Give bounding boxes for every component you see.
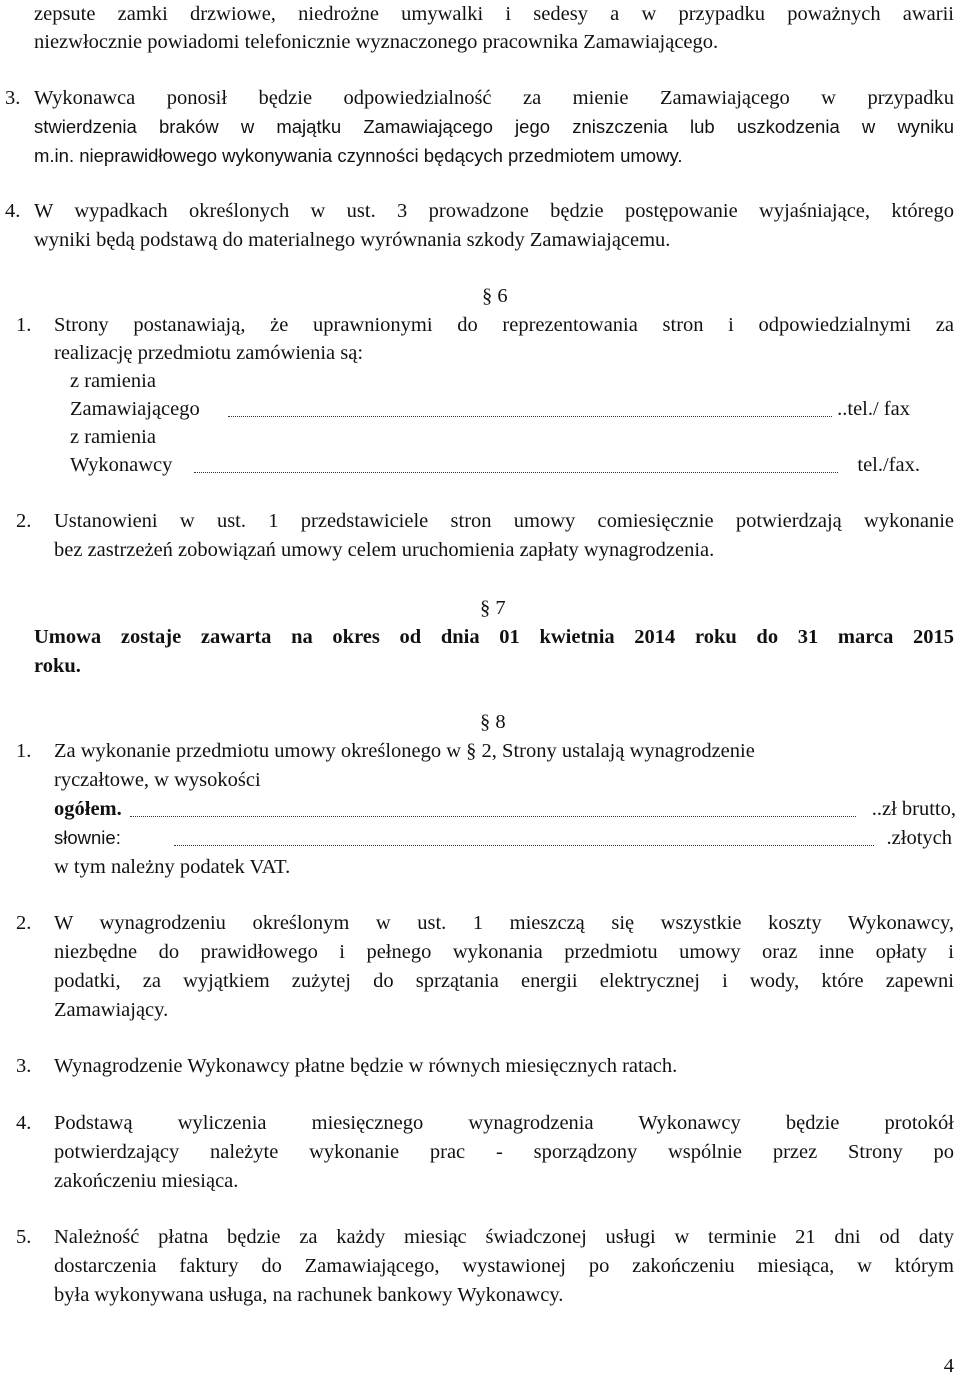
paragraph-line: stwierdzenia braków w majątku Zamawiającego jego zniszczenia lub uszkodzenia w wyniku — [34, 116, 954, 137]
paragraph-line: Zamawiający. — [54, 999, 169, 1021]
paragraph-line: Za wykonanie przedmiotu umowy określonego w § 2, Strony ustalają wynagrodzenie — [54, 740, 755, 762]
paragraph-line: zakończeniu miesiąca. — [54, 1170, 239, 1192]
contact-label: tel./fax. — [857, 454, 920, 476]
paragraph-line: z ramienia — [70, 370, 156, 392]
item-number: 3. — [5, 87, 21, 109]
amount-words-label: słownie: — [54, 827, 121, 848]
party-label: Wykonawcy — [70, 454, 173, 476]
continuation-line: zepsute zamki drzwiowe, niedrożne umywalki i sedesy a w przypadku poważnych awarii — [34, 3, 954, 25]
item-number: 4. — [5, 200, 21, 222]
paragraph-line: bez zastrzeżeń zobowiązań umowy celem uruchomienia zapłaty wynagrodzenia. — [54, 539, 715, 561]
amount-label: ogółem. — [54, 798, 122, 820]
paragraph-line: ryczałtowe, w wysokości — [54, 769, 261, 791]
currency-label: ..zł brutto, — [871, 798, 956, 820]
bold-paragraph-line: Umowa zostaje zawarta na okres od dnia 01 kwietnia 2014 roku do 31 marca 2015 — [34, 626, 954, 648]
amount-words-line — [54, 824, 952, 852]
paragraph-line: była wykonywana usługa, na rachunek bankowy Wykonawcy. — [54, 1284, 564, 1306]
item-number: 1. — [16, 740, 32, 762]
item-number: 3. — [16, 1055, 32, 1077]
paragraph-line: W wynagrodzeniu określonym w ust. 1 mieszczą się wszystkie koszty Wykonawcy, — [54, 912, 954, 934]
paragraph-line: w tym należny podatek VAT. — [54, 856, 291, 878]
paragraph-line: dostarczenia faktury do Zamawiającego, wystawionej po zakończeniu miesiąca, w którym — [54, 1255, 954, 1277]
currency-label: .złotych — [886, 827, 952, 849]
paragraph-line: Ustanowieni w ust. 1 przedstawiciele stron umowy comiesięcznie potwierdzają wykonanie — [54, 510, 954, 532]
paragraph-line: wyniki będą podstawą do materialnego wyrównania szkody Zamawiającemu. — [34, 229, 671, 251]
paragraph-line: realizację przedmiotu zamówienia są: — [54, 342, 364, 364]
paragraph-line: podatki, za wyjątkiem zużytej do sprzątania energii elektrycznej i wody, które zapewni — [54, 970, 954, 992]
representative-line — [70, 451, 920, 479]
paragraph-line: m.in. nieprawidłowego wykonywania czynności będących przedmiotem umowy. — [34, 145, 683, 166]
paragraph-line: W wypadkach określonych w ust. 3 prowadzone będzie postępowanie wyjaśniające, którego — [34, 200, 954, 222]
paragraph-line: Strony postanawiają, że uprawnionymi do reprezentowania stron i odpowiedzialnymi za — [54, 314, 954, 336]
item-number: 2. — [16, 510, 32, 532]
contact-label: ..tel./ fax — [837, 398, 910, 420]
fill-in-blank — [228, 416, 832, 417]
fill-in-blank — [194, 472, 838, 473]
item-number: 2. — [16, 912, 32, 934]
section-heading: § 7 — [480, 597, 506, 619]
continuation-line: niezwłocznie powiadomi telefonicznie wyznaczonego pracownika Zamawiającego. — [34, 31, 719, 53]
fill-in-blank — [130, 816, 856, 817]
section-heading: § 6 — [482, 285, 508, 307]
paragraph-line: potwierdzający należyte wykonanie prac - sporządzony wspólnie przez Strony po — [54, 1141, 954, 1163]
paragraph-line: Wynagrodzenie Wykonawcy płatne będzie w równych miesięcznych ratach. — [54, 1055, 678, 1077]
section-heading: § 8 — [480, 711, 506, 733]
item-number: 4. — [16, 1112, 32, 1134]
party-label: Zamawiającego — [70, 398, 200, 420]
item-number: 5. — [16, 1226, 32, 1248]
paragraph-line: niezbędne do prawidłowego i pełnego wykonania przedmiotu umowy oraz inne opłaty i — [54, 941, 954, 963]
paragraph-line: Wykonawca ponosił będzie odpowiedzialność za mienie Zamawiającego w przypadku — [34, 87, 954, 109]
page-number: 4 — [943, 1355, 954, 1377]
paragraph-line: Należność płatna będzie za każdy miesiąc świadczonej usługi w terminie 21 dni od daty — [54, 1226, 954, 1248]
representative-line — [70, 395, 910, 423]
amount-line — [54, 795, 956, 823]
fill-in-blank — [174, 845, 874, 846]
bold-paragraph-line: roku. — [34, 655, 81, 677]
paragraph-line: Podstawą wyliczenia miesięcznego wynagrodzenia Wykonawcy będzie protokół — [54, 1112, 954, 1134]
item-number: 1. — [16, 314, 32, 336]
paragraph-line: z ramienia — [70, 426, 156, 448]
